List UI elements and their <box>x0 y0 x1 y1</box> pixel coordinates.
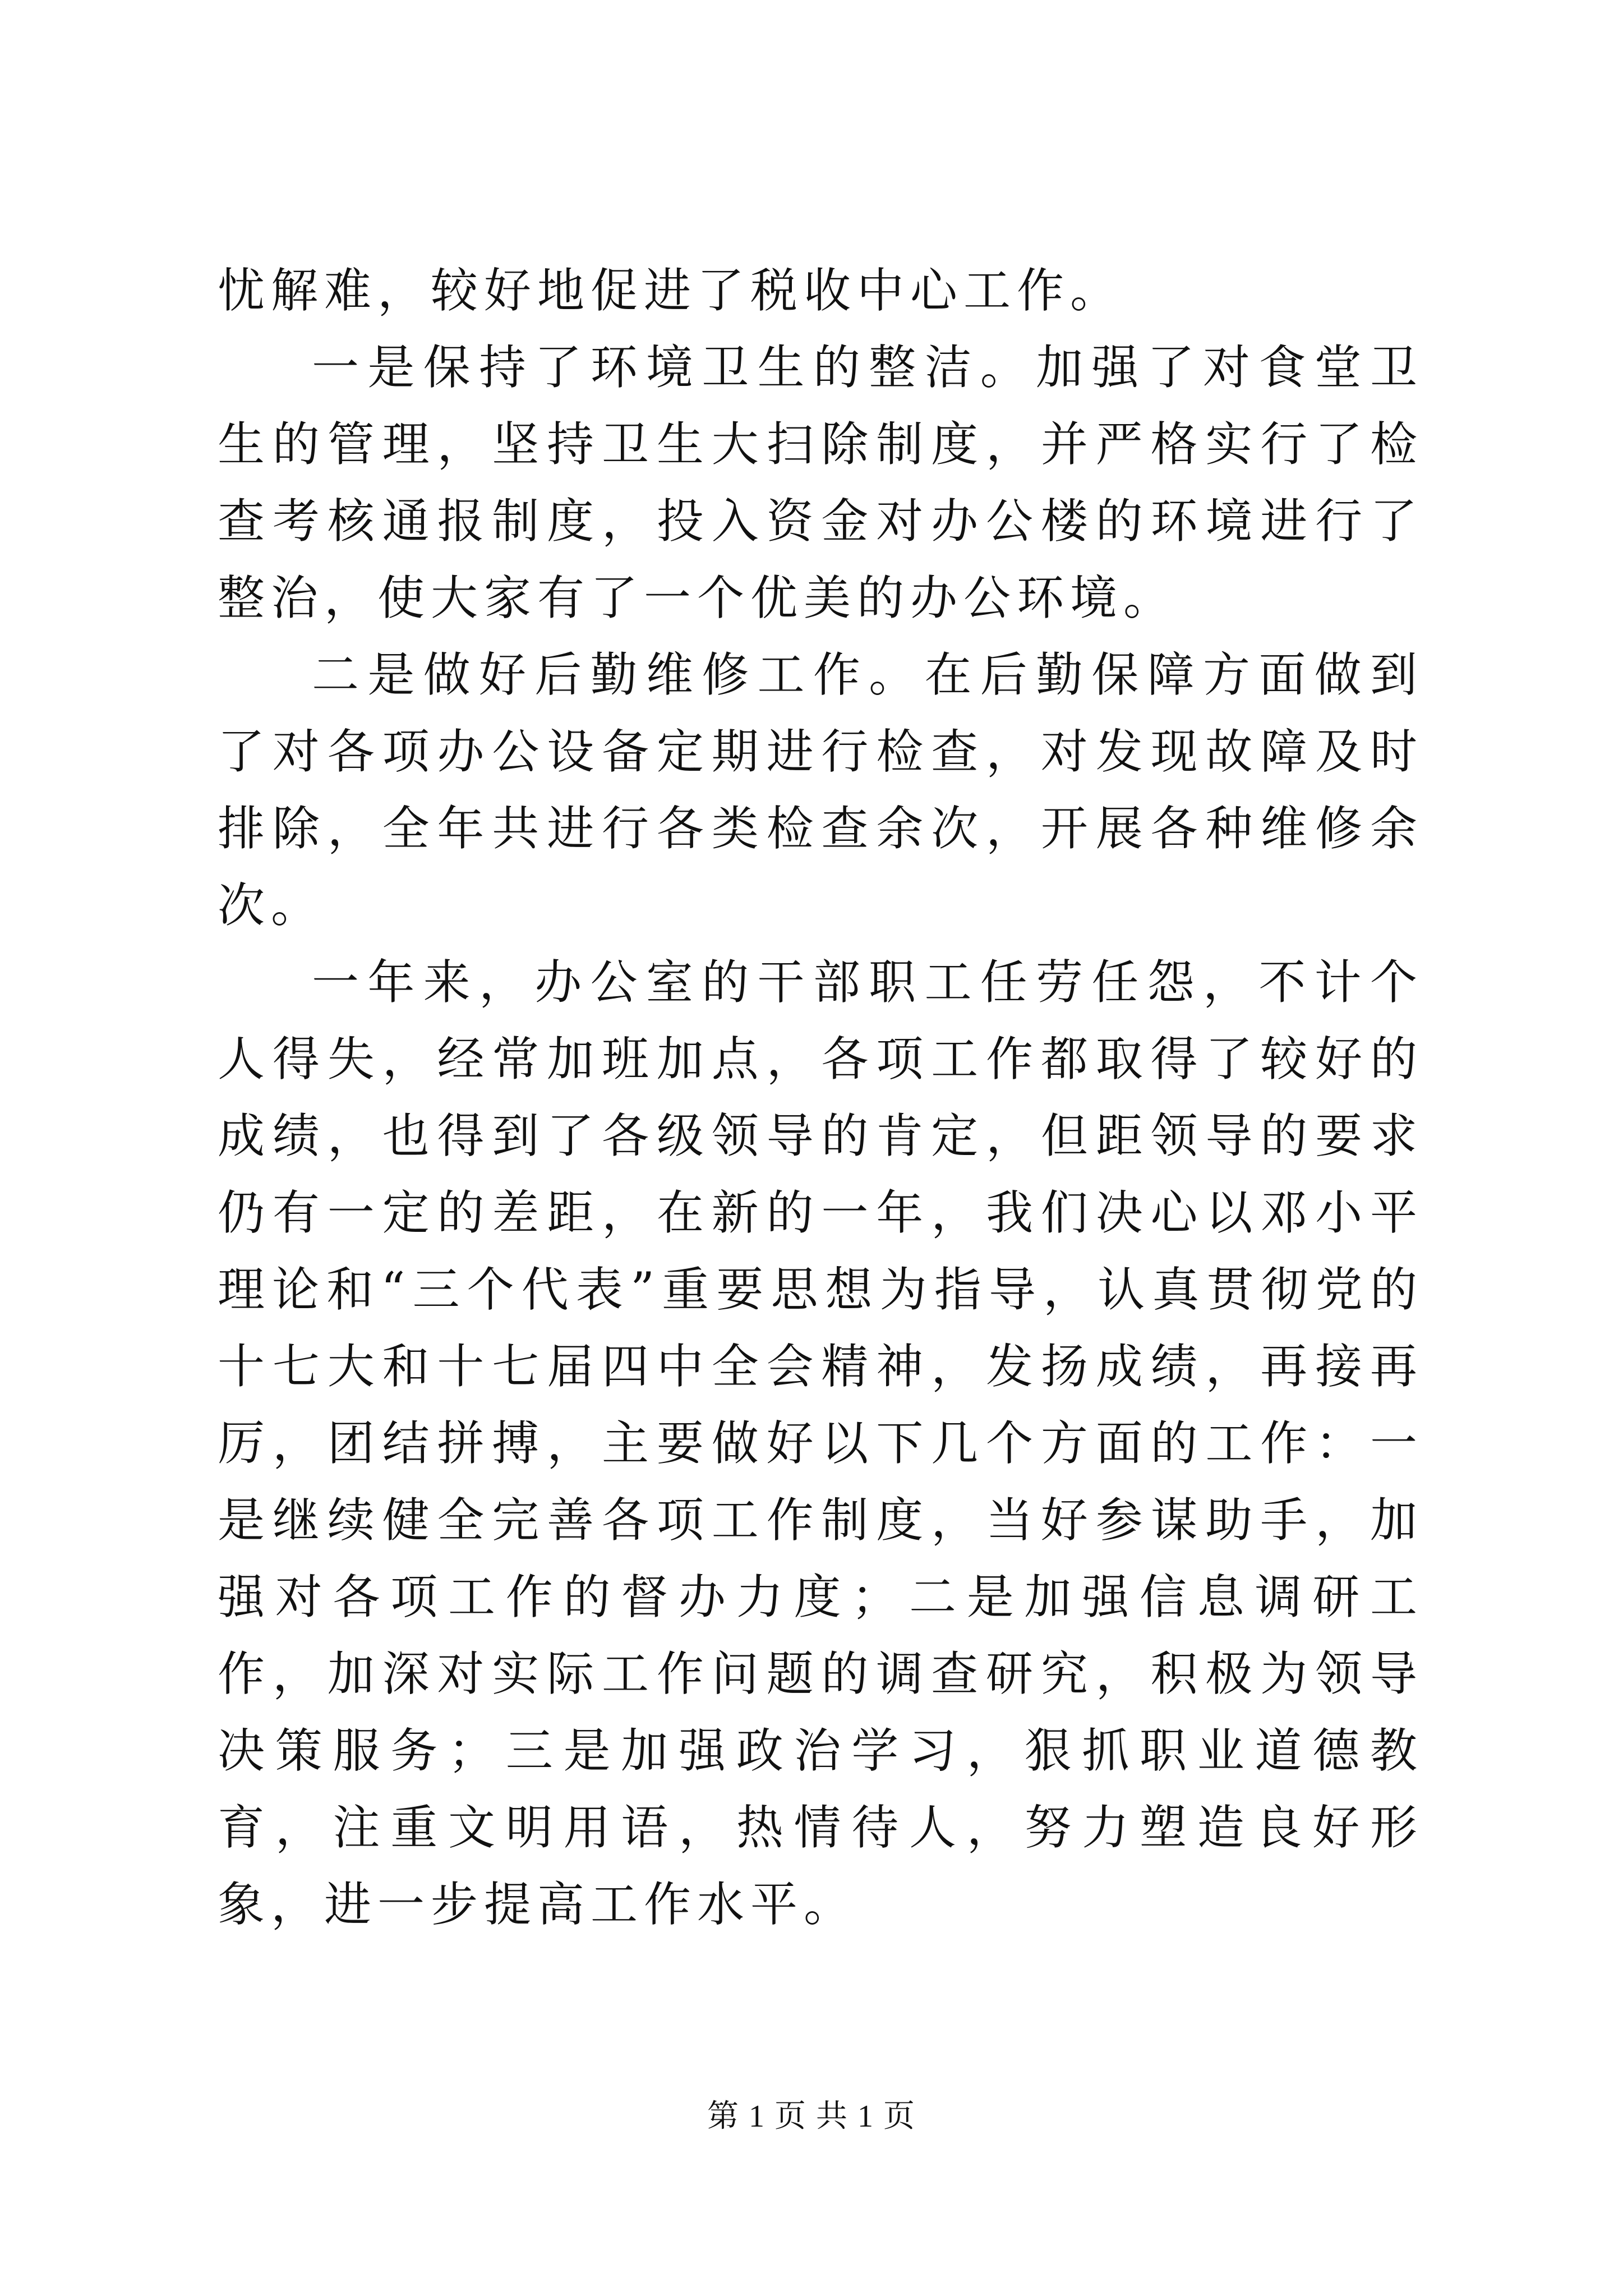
page-number-label: 第 1 页 共 1 页 <box>707 2099 916 2134</box>
paragraph-continuation: 忧解难，较好地促进了税收中心工作。 <box>218 263 1124 318</box>
paragraph-logistics-maintenance: 二是做好后勤维修工作。在后勤保障方面做到了对各项办公设备定期进行检查，对发现故障及时排除，全年共进行各类检查余次，开展各种维修余次。 <box>218 647 1423 933</box>
page-footer <box>0 2097 1623 2136</box>
paragraph-annual-summary: 一年来，办公室的干部职工任劳任怨，不计个人得失，经常加班加点，各项工作都取得了较好的成绩，也得到了各级领导的肯定，但距领导的要求仍有一定的差距，在新的一年，我们决心以邓小平理论和“三个代表”重要思想为指导，认真贯彻党的十七大和十七届四中全会精神，发扬成绩，再接再厉，团结拼搏，主要做好以下几个方面的工作：一是继续健全完善各项工作制度，当好参谋助手，加强对各项工作的督办力度；二是加强信息调研工作，加深对实际工作问题的调查研究，积极为领导决策服务；三是加强政治学习，狠抓职业道德教育，注重文明用语，热情待人，努力塑造良好形象，进一步提高工作水平。 <box>218 955 1423 1932</box>
paragraph-environment-hygiene: 一是保持了环境卫生的整洁。加强了对食堂卫生的管理，坚持卫生大扫除制度，并严格实行了检查考核通报制度，投入资金对办公楼的环境进行了整治，使大家有了一个优美的办公环境。 <box>218 340 1423 625</box>
document-body <box>218 252 1423 1943</box>
